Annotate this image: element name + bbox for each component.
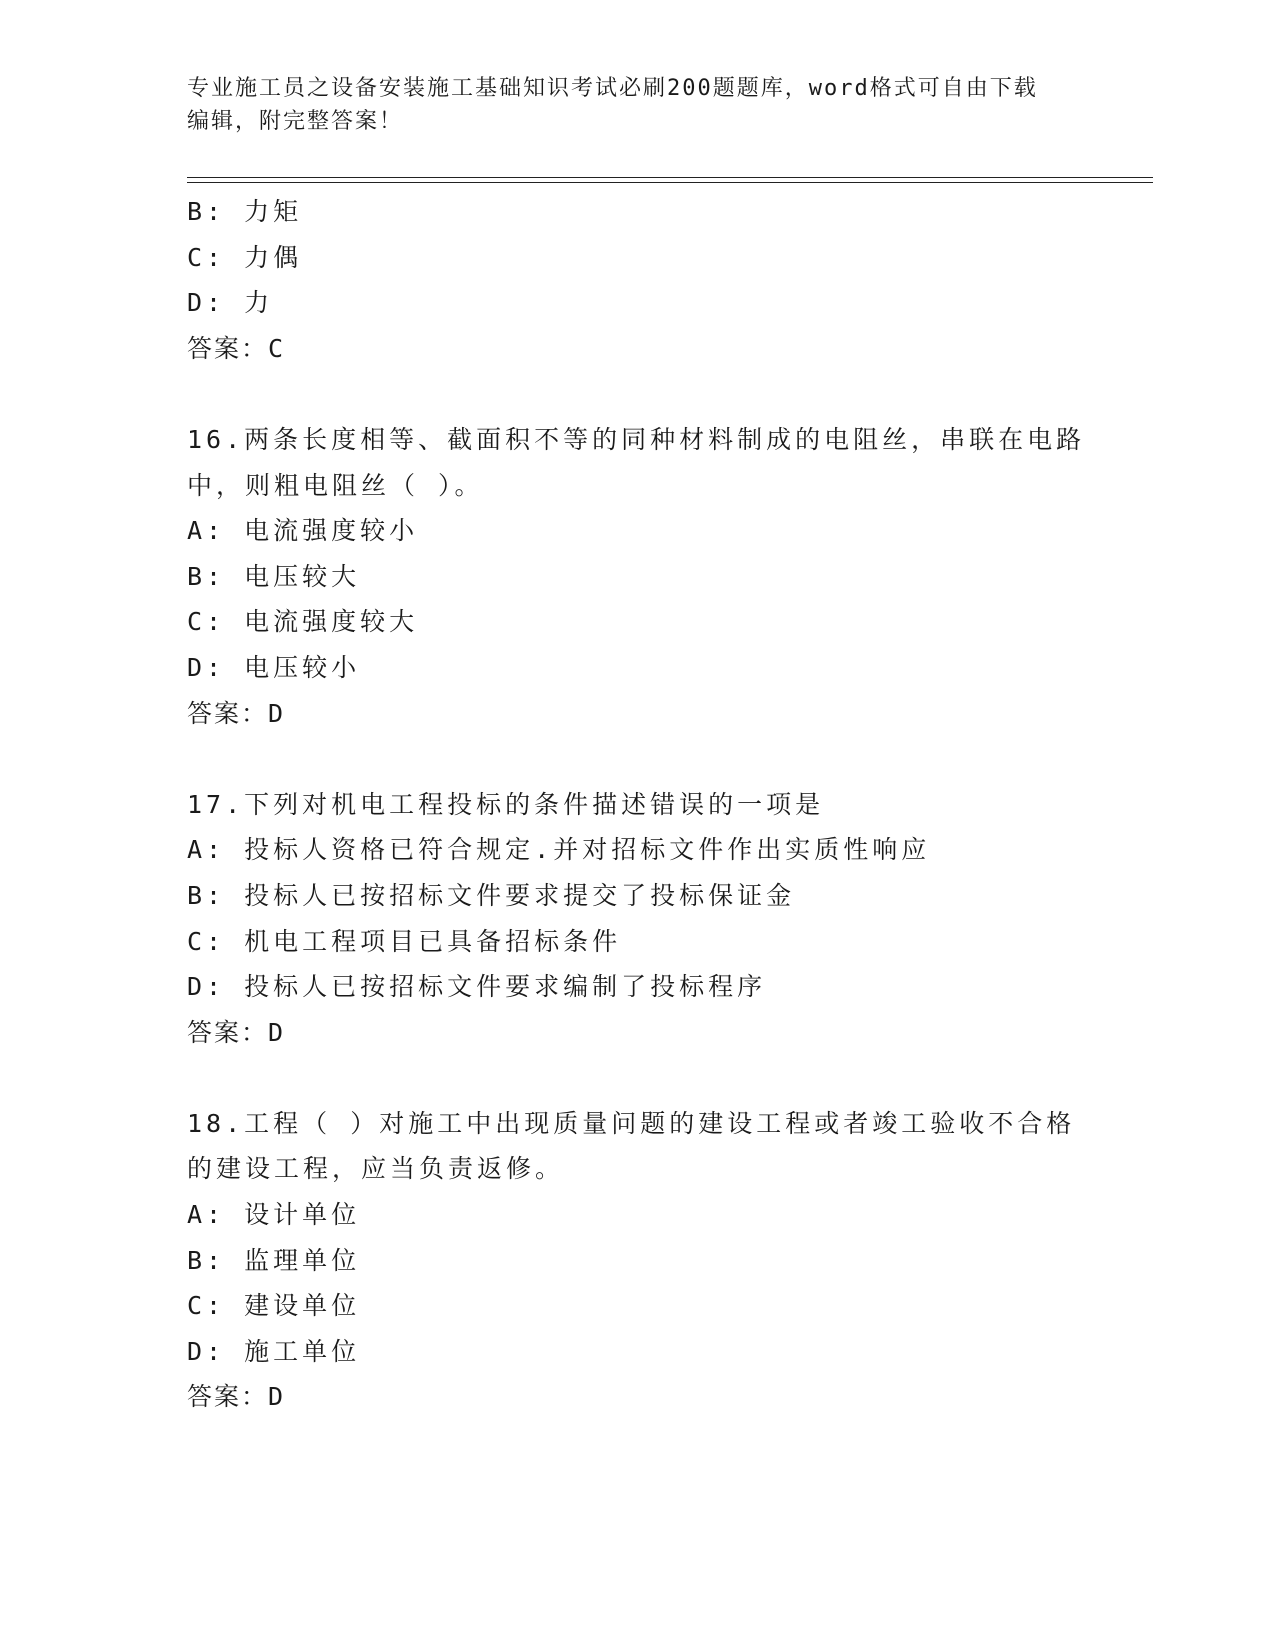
answer: 答案：C bbox=[187, 333, 286, 363]
answer: 答案：D bbox=[187, 1382, 286, 1412]
question-stem-line: 17.下列对机电工程投标的条件描述错误的一项是 bbox=[187, 789, 825, 819]
option-c: C: 力偶 bbox=[187, 242, 303, 272]
question-17 bbox=[187, 782, 1087, 1056]
header-rule-bottom bbox=[187, 182, 1153, 183]
option-d: D: 施工单位 bbox=[187, 1336, 361, 1366]
option-c: C: 机电工程项目已具备招标条件 bbox=[187, 926, 622, 956]
question-stem-line: 的建设工程，应当负责返修。 bbox=[187, 1154, 565, 1184]
header-line-1: 专业施工员之设备安装施工基础知识考试必刷200题题库，word格式可自由下载 bbox=[187, 76, 1038, 101]
question-15-continued bbox=[187, 189, 1087, 371]
option-a: A: 投标人资格已符合规定.并对招标文件作出实质性响应 bbox=[187, 835, 931, 865]
option-d: D: 电压较小 bbox=[187, 652, 361, 682]
question-list bbox=[187, 189, 1087, 1420]
question-stem-line: 中，则粗电阻丝（ ）。 bbox=[187, 470, 484, 500]
option-a: A: 电流强度较小 bbox=[187, 516, 419, 546]
option-b: B: 监理单位 bbox=[187, 1245, 361, 1275]
header-line-2: 编辑，附完整答案！ bbox=[187, 109, 404, 134]
option-a: A: 设计单位 bbox=[187, 1200, 361, 1230]
document-header bbox=[187, 72, 1087, 138]
option-b: B: 投标人已按招标文件要求提交了投标保证金 bbox=[187, 880, 796, 910]
answer: 答案：D bbox=[187, 698, 286, 728]
option-d: D: 力 bbox=[187, 288, 274, 318]
option-c: C: 建设单位 bbox=[187, 1291, 361, 1321]
question-16 bbox=[187, 417, 1087, 736]
question-18 bbox=[187, 1101, 1087, 1420]
option-d: D: 投标人已按招标文件要求编制了投标程序 bbox=[187, 972, 767, 1002]
answer: 答案：D bbox=[187, 1017, 286, 1047]
option-b: B: 电压较大 bbox=[187, 561, 361, 591]
header-rule-top bbox=[187, 177, 1153, 178]
option-b: B: 力矩 bbox=[187, 197, 303, 226]
question-stem-line: 18.工程（ ）对施工中出现质量问题的建设工程或者竣工验收不合格 bbox=[187, 1108, 1076, 1138]
question-stem-line: 16.两条长度相等、截面积不等的同种材料制成的电阻丝，串联在电路 bbox=[187, 424, 1086, 454]
option-c: C: 电流强度较大 bbox=[187, 607, 419, 637]
